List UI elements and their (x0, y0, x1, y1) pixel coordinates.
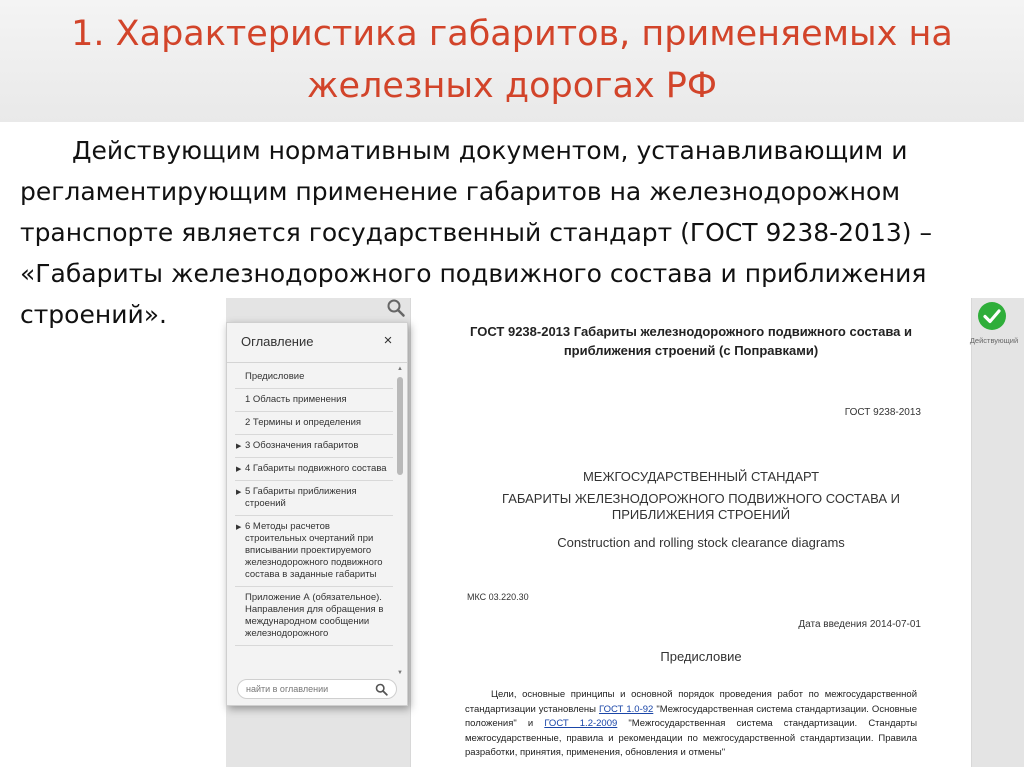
gost-link[interactable]: ГОСТ 1.0-92 (599, 703, 654, 715)
document-title-ru: ГАБАРИТЫ ЖЕЛЕЗНОДОРОЖНОГО ПОДВИЖНОГО СОСТАВА И ПРИБЛИЖЕНИЯ СТРОЕНИЙ (502, 491, 900, 522)
preface-text: Цели, основные принципы и основной порядок проведения работ по межгосударственной стандартизации установлены (465, 689, 917, 715)
check-icon (978, 302, 1006, 330)
toc-header (227, 323, 407, 363)
preface-text: "Межгосударственная система стандартизации. Стандарты межгосударственные, правила и рекомендации по межгосударственной стандартизации. Правила разработки, принятия, применения, обновления и отмены" (465, 718, 918, 758)
toc-item[interactable]: 1 Область применения (235, 389, 393, 412)
paragraph-line: Действующим нормативным документом, устанавливающим и (72, 136, 908, 165)
expand-caret-icon[interactable]: ▶ (236, 524, 242, 531)
preface-paragraph (465, 688, 917, 761)
document-title-en: Construction and rolling stock clearance diagrams (557, 535, 845, 550)
toc-item[interactable]: ▶ 3 Обозначения габаритов (235, 435, 393, 458)
expand-caret-icon[interactable]: ▶ (236, 489, 242, 496)
interstate-standard-label: МЕЖГОСУДАРСТВЕННЫЙ СТАНДАРТ (582, 469, 820, 484)
toc-search-input[interactable] (246, 682, 366, 696)
close-icon[interactable]: × (383, 332, 393, 349)
toc-item[interactable]: ▶ 4 Габариты подвижного состава (235, 458, 393, 481)
title-bar (0, 0, 1024, 122)
gost-link[interactable]: ГОСТ 1.2-2009 (544, 718, 618, 729)
preface-heading: Предисловие (660, 649, 742, 664)
toc-item[interactable]: 2 Термины и определения (235, 412, 393, 435)
search-icon[interactable] (375, 683, 388, 696)
search-icon[interactable] (386, 298, 406, 318)
toc-search-box (237, 679, 397, 699)
preface-text: "Межгосударственная система стандартизации. Основные положения" и (465, 703, 918, 729)
toc-item[interactable]: ▶ 5 Габариты приближения строений (235, 481, 393, 516)
toc-item[interactable]: Приложение А (обязательное). Направления для обращения в международном сообщении железнодорожного (235, 587, 393, 646)
mks-code: МКС 03.220.30 (467, 592, 529, 602)
document-page (410, 298, 972, 767)
document-heading: ГОСТ 9238-2013 Габариты железнодорожного подвижного состава и приближения строений (с Поправками) (470, 324, 912, 358)
toc-title: Оглавление (241, 334, 314, 349)
document-code: ГОСТ 9238-2013 (844, 407, 921, 418)
status-label: Действующий (969, 336, 1019, 345)
table-of-contents-panel (226, 322, 408, 706)
scroll-up-icon[interactable]: ▲ (397, 366, 403, 372)
introduction-date: Дата введения 2014-07-01 (798, 619, 921, 630)
toc-item[interactable]: ▶ 6 Методы расчетов строительных очертаний при вписывании проектируемого железнодорожного подвижного состава в заданные габариты (235, 516, 393, 587)
paragraph-line: «Габариты железнодорожного подвижного состава и приближения (20, 259, 927, 288)
toc-list (235, 366, 393, 676)
expand-caret-icon[interactable]: ▶ (236, 443, 242, 450)
paragraph-line: строений». (20, 300, 167, 329)
paragraph-line: регламентирующим применение габаритов на железнодорожном (20, 177, 901, 206)
slide-title: 1. Характеристика габаритов, применяемых на железных дорогах РФ (71, 14, 953, 106)
paragraph-line: транспорте является государственный стандарт (ГОСТ 9238-2013) – (20, 218, 932, 247)
expand-caret-icon[interactable]: ▶ (236, 466, 242, 473)
scroll-thumb[interactable] (397, 377, 403, 475)
scroll-down-icon[interactable]: ▼ (397, 670, 403, 676)
toc-scrollbar[interactable] (396, 365, 404, 677)
toc-item[interactable]: Предисловие (235, 366, 393, 389)
